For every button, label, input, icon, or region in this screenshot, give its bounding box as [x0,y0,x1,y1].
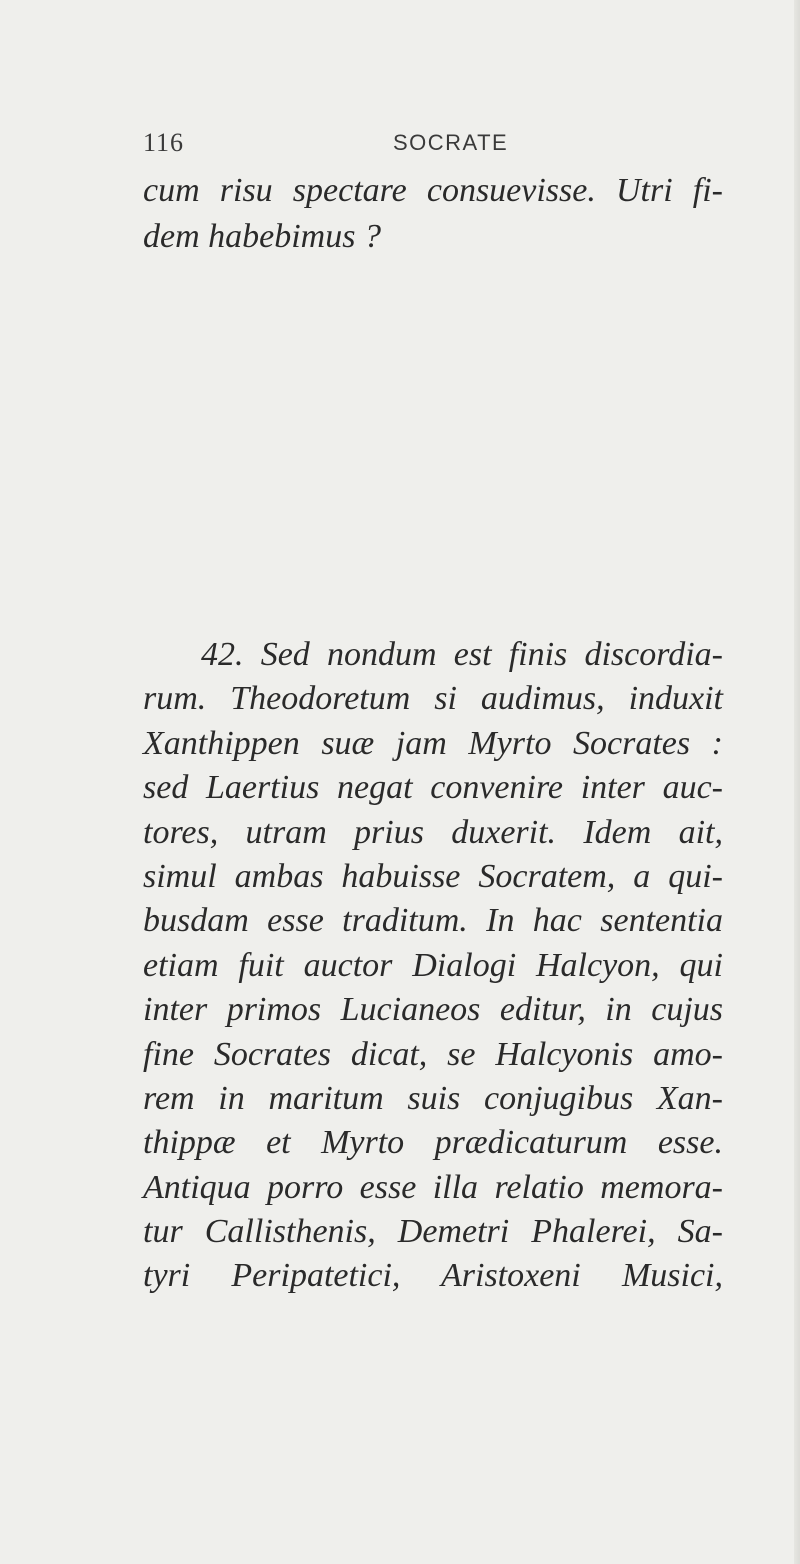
text-line: thippæ et Myrto prædicaturum esse. [143,1124,723,1162]
text-line: simul ambas habuisse Socratem, a qui- [143,857,723,895]
paragraph-continuation [143,168,723,260]
text-line: sed Laertius negat convenire inter auc- [143,769,723,807]
page-number: 116 [143,128,185,157]
text-line: cum risu spectare consuevisse. Utri fi- [143,172,723,209]
text-line: busdam esse traditum. In hac sententia [143,902,723,940]
text-line: Xanthippen suæ jam Myrto Socrates : [143,724,723,762]
running-head: SOCRATE [393,130,509,155]
page-header [143,128,688,168]
text-line: Antiqua porro esse illa relatio memora- [143,1168,723,1206]
text-line: tur Callisthenis, Demetri Phalerei, Sa- [143,1213,723,1251]
text-line: dem habebimus ? [143,218,381,255]
text-line: fine Socrates dicat, se Halcyonis amo- [143,1035,723,1073]
text-line: inter primos Lucianeos editur, in cujus [143,991,723,1029]
page-edge [794,0,800,1564]
text-line: rum. Theodoretum si audimus, induxit [143,680,723,718]
text-line: rem in maritum suis conjugibus Xan- [143,1079,723,1117]
text-line: etiam fuit auctor Dialogi Halcyon, qui [143,946,723,984]
text-line: tores, utram prius duxerit. Idem ait, [143,813,723,851]
text-line: 42. Sed nondum est finis discordia- [201,636,723,673]
paragraph-42 [143,633,723,1299]
text-line: tyri Peripatetici, Aristoxeni Musici, [143,1257,723,1295]
